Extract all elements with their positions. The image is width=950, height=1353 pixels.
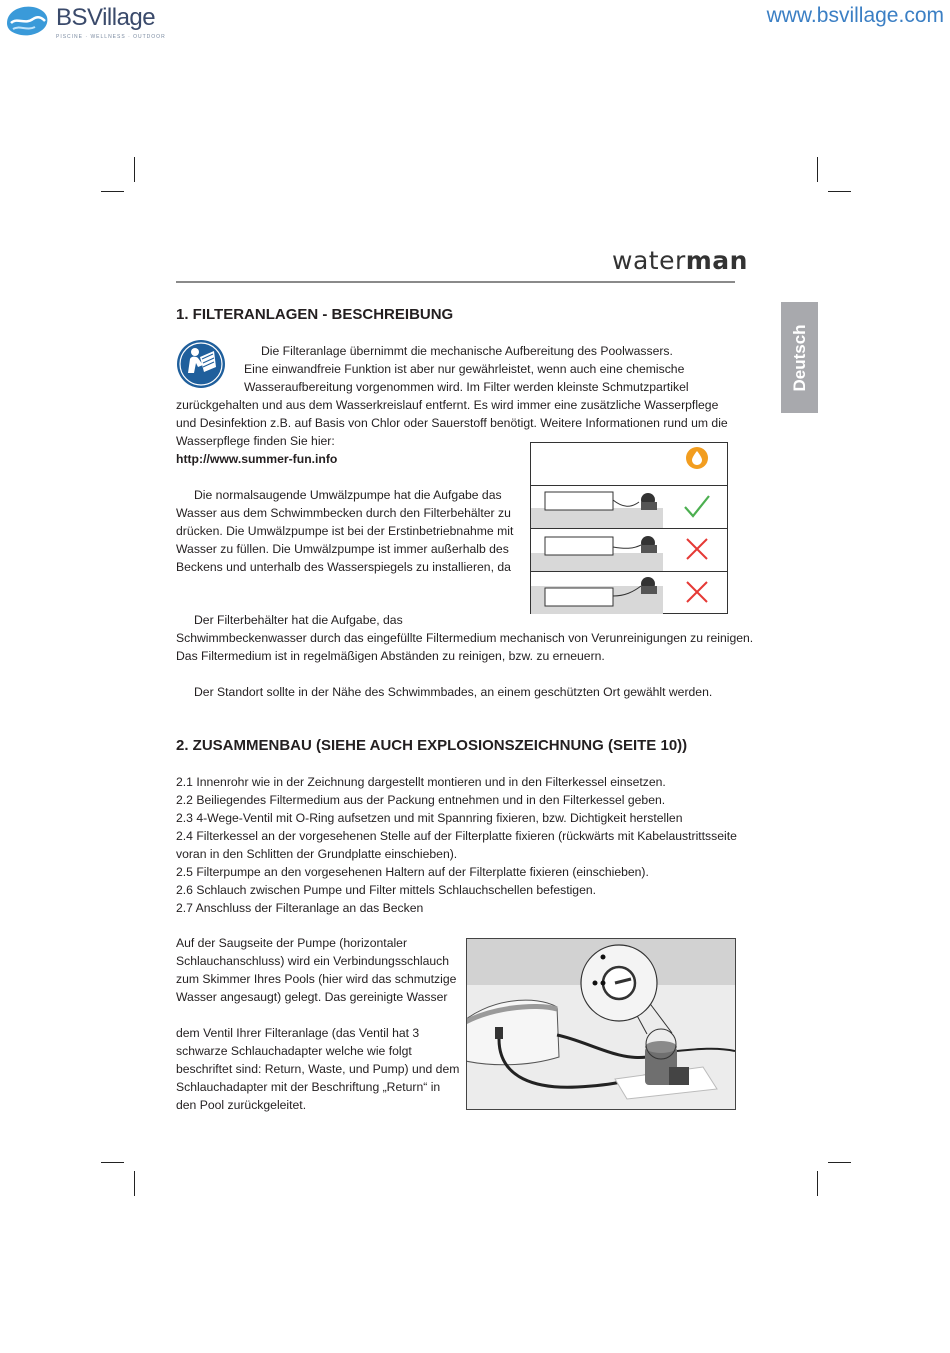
list-item: 2.2 Beiliegendes Filtermedium aus der Packung entnehmen und in den Filterkessel geben.	[176, 793, 666, 807]
site-url[interactable]: www.bsvillage.com	[766, 4, 944, 27]
section1-para3: Der Filterbehälter hat die Aufgabe, das Schwimmbeckenwasser durch das eingefüllte Filtermedium mechanisch von Verunreinigungen zu reinigen. Das Filtermedium ist in regelmäßigen Abständen zu reinigen, bzw. zu erneuern.	[176, 613, 754, 663]
installation-illustration	[466, 938, 736, 1110]
list-item: 2.1 Innenrohr wie in der Zeichnung dargestellt montieren und in den Filterkessel einsetzen.	[176, 775, 666, 789]
language-tab: Deutsch	[781, 302, 818, 413]
list-item: 2.4 Filterkessel an der vorgesehenen Stelle auf der Filterplatte fixieren (rückwärts mit Kabelaustrittsseite	[176, 829, 737, 843]
info-link[interactable]: http://www.summer-fun.info	[176, 452, 338, 466]
header-rule	[176, 281, 735, 283]
bsvillage-logo-icon	[3, 3, 51, 39]
section1-para2: Die normalsaugende Umwälzpumpe hat die Aufgabe das Wasser aus dem Schwimmbecken durch den Filterbehälter zu drücken. Die Umwälzpumpe ist bei der Erstinbetriebnahme mit Wasser zu füllen. Die Umwälzpumpe ist immer außerhalb des Beckens und unterhalb des Wasserspiegels zu installieren, da	[176, 488, 514, 574]
crop-mark	[828, 1162, 851, 1163]
cross-icon	[685, 580, 709, 604]
list-item: 2.6 Schlauch zwischen Pumpe und Filter mittels Schlauchschellen befestigen.	[176, 883, 597, 897]
pump-setup-incorrect-1	[531, 529, 666, 571]
list-item: 2.3 4-Wege-Ventil mit O-Ring aufsetzen und mit Spannring fixieren, bzw. Dichtigkeit herstellen	[176, 811, 683, 825]
crop-mark	[101, 191, 124, 192]
logo-tagline: PISCINE · WELLNESS · OUTDOOR	[56, 34, 166, 40]
crop-mark	[101, 1162, 124, 1163]
water-drop-icon	[685, 446, 709, 470]
section2-title: 2. ZUSAMMENBAU (SIEHE AUCH EXPLOSIONSZEICHNUNG (SEITE 10))	[176, 737, 688, 754]
list-item: voran in den Schlitten der Grundplatte einschieben).	[176, 847, 458, 861]
crop-mark	[828, 191, 851, 192]
pump-setup-incorrect-2	[531, 572, 666, 614]
brand-logo: waterman	[612, 246, 748, 275]
check-icon	[683, 494, 711, 520]
section1-para1: Die Filteranlage übernimmt die mechanische Aufbereitung des Poolwassers. Eine einwandfreie Funktion ist aber nur gewährleistet, wenn auch eine chemische Wasseraufbereitung vorgenommen wird. Im Filter werden kleinste Schmutzpartikel zurückgehalten und aus dem Wasserkreislauf entfernt. Es wird immer eine zusätzliche Wasserpflege und Desinfektion z.B. auf Basis von Chlor oder Sauerstoff benötigt. Weitere Informationen rund um die Wasserpflege finden Sie hier: http://www.summer-fun.info	[176, 344, 728, 466]
crop-mark	[134, 1171, 135, 1196]
logo-text: BSVillage	[56, 4, 156, 31]
pump-placement-diagram	[530, 442, 728, 614]
section2-para1: Auf der Saugseite der Pumpe (horizontaler Schlauchanschluss) wird ein Verbindungsschlauch zum Skimmer Ihres Pools (hier wird das schmutzige Wasser angesaugt) gelegt. Das gereinigte Wasser	[176, 936, 457, 1004]
assembly-steps	[176, 773, 737, 917]
section2-para2: dem Ventil Ihrer Filteranlage (das Ventil hat 3 schwarze Schlauchadapter welche wie folgt beschriftet sind: Return, Waste, und Pump) und dem Schlauchadapter mit der Beschriftung „Return“ in den Pool zurückgeleitet.	[176, 1026, 460, 1112]
crop-mark	[817, 1171, 818, 1196]
crop-mark	[134, 157, 135, 182]
list-item: 2.5 Filterpumpe an den vorgesehenen Haltern auf der Filterplatte fixieren (einschieben).	[176, 865, 649, 879]
crop-mark	[817, 157, 818, 182]
cross-icon	[685, 537, 709, 561]
section1-para4: Der Standort sollte in der Nähe des Schwimmbades, an einem geschützten Ort gewählt werden.	[194, 685, 713, 699]
list-item: 2.7 Anschluss der Filteranlage an das Becken	[176, 901, 424, 915]
pump-setup-correct	[531, 486, 666, 528]
section1-title: 1. FILTERANLAGEN - BESCHREIBUNG	[176, 306, 454, 323]
